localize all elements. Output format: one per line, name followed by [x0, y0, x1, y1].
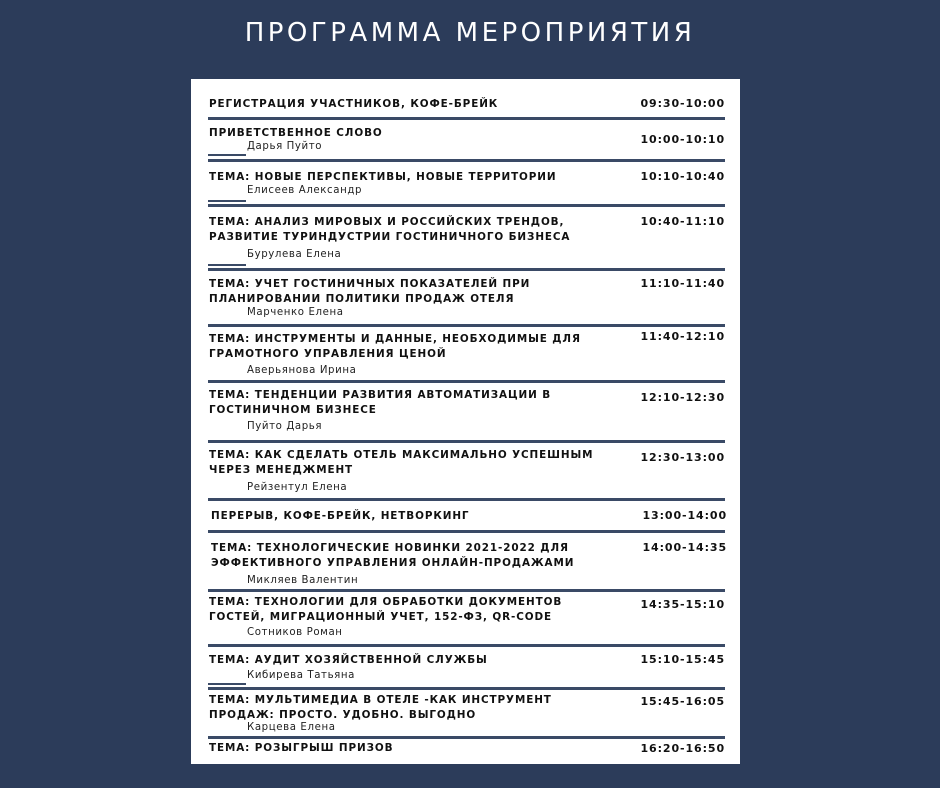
item-topic: ТЕМА: РОЗЫГРЫШ ПРИЗОВ: [209, 742, 394, 754]
item-speaker: Карцева Елена: [247, 722, 336, 733]
item-time: 11:10-11:40: [640, 277, 725, 290]
schedule-sheet: [191, 79, 740, 764]
item-speaker: Елисеев Александр: [247, 185, 363, 196]
item-time: 12:10-12:30: [640, 391, 725, 404]
divider: [208, 117, 725, 120]
item-time: 14:35-15:10: [640, 598, 725, 611]
item-time: 10:40-11:10: [640, 215, 725, 228]
item-topic-line-2: ГОСТЕЙ, МИГРАЦИОННЫЙ УЧЕТ, 152-ФЗ, QR-CODE: [209, 611, 553, 623]
item-speaker: Рейзентул Елена: [247, 482, 348, 493]
item-topic-line-2: ЧЕРЕЗ МЕНЕДЖМЕНТ: [209, 464, 354, 476]
item-time: 15:45-16:05: [640, 695, 725, 708]
item-speaker: Пуйто Дарья: [247, 421, 323, 432]
item-topic: ПРИВЕТСТВЕННОЕ СЛОВО: [209, 127, 383, 139]
item-topic: ТЕМА: ТЕХНОЛОГИЧЕСКИЕ НОВИНКИ 2021-2022 ДЛЯ: [211, 542, 569, 554]
item-topic-line-2: ПРОДАЖ: ПРОСТО. УДОБНО. ВЫГОДНО: [209, 709, 477, 721]
page-title: ПРОГРАММА МЕРОПРИЯТИЯ: [244, 18, 696, 48]
item-topic: ТЕМА: АУДИТ ХОЗЯЙСТВЕННОЙ СЛУЖБЫ: [209, 654, 488, 666]
item-time: 14:00-14:35: [642, 541, 727, 554]
item-topic: ПЕРЕРЫВ, КОФЕ-БРЕЙК, НЕТВОРКИНГ: [211, 510, 470, 522]
divider: [208, 589, 725, 592]
item-topic: ТЕМА: ТЕНДЕНЦИИ РАЗВИТИЯ АВТОМАТИЗАЦИИ В: [209, 389, 552, 401]
item-topic: ТЕМА: НОВЫЕ ПЕРСПЕКТИВЫ, НОВЫЕ ТЕРРИТОРИИ: [209, 171, 557, 183]
divider: [208, 324, 725, 327]
item-topic: ТЕМА: АНАЛИЗ МИРОВЫХ И РОССИЙСКИХ ТРЕНДОВ,: [209, 216, 565, 228]
item-speaker: Марченко Елена: [247, 307, 344, 318]
item-speaker: Аверьянова Ирина: [247, 365, 357, 376]
speaker-underline: [208, 264, 246, 266]
item-speaker: Дарья Пуйто: [247, 141, 323, 152]
item-topic-line-2: ЭФФЕКТИВНОГО УПРАВЛЕНИЯ ОНЛАЙН-ПРОДАЖАМИ: [211, 557, 575, 569]
item-topic: РЕГИСТРАЦИЯ УЧАСТНИКОВ, КОФЕ-БРЕЙК: [209, 98, 499, 110]
divider: [208, 268, 725, 271]
item-speaker: Кибирева Татьяна: [247, 670, 356, 681]
speaker-underline: [208, 200, 246, 202]
item-speaker: Микляев Валентин: [247, 575, 359, 586]
divider: [208, 380, 725, 383]
item-time: 13:00-14:00: [642, 509, 727, 522]
item-time: 09:30-10:00: [640, 97, 725, 110]
item-time: 12:30-13:00: [640, 451, 725, 464]
item-topic-line-2: ГРАМОТНОГО УПРАВЛЕНИЯ ЦЕНОЙ: [209, 348, 447, 360]
speaker-underline: [208, 683, 246, 685]
divider: [208, 530, 725, 533]
item-speaker: Бурулева Елена: [247, 249, 342, 260]
item-topic-line-2: ГОСТИНИЧНОМ БИЗНЕСЕ: [209, 404, 377, 416]
item-topic: ТЕМА: УЧЕТ ГОСТИНИЧНЫХ ПОКАЗАТЕЛЕЙ ПРИ: [209, 278, 531, 290]
speaker-underline: [208, 154, 246, 156]
item-topic-line-2: РАЗВИТИЕ ТУРИНДУСТРИИ ГОСТИНИЧНОГО БИЗНЕСА: [209, 231, 571, 243]
item-time: 15:10-15:45: [640, 653, 725, 666]
divider: [208, 498, 725, 501]
divider: [208, 204, 725, 207]
divider: [208, 159, 725, 162]
item-speaker: Сотников Роман: [247, 627, 343, 638]
divider: [208, 687, 725, 690]
divider: [208, 736, 725, 739]
item-time: 11:40-12:10: [640, 330, 725, 343]
item-topic: ТЕМА: КАК СДЕЛАТЬ ОТЕЛЬ МАКСИМАЛЬНО УСПЕШНЫМ: [209, 449, 594, 461]
item-time: 10:10-10:40: [640, 170, 725, 183]
item-time: 10:00-10:10: [640, 133, 725, 146]
item-time: 16:20-16:50: [640, 742, 725, 755]
divider: [208, 440, 725, 443]
item-topic: ТЕМА: ТЕХНОЛОГИИ ДЛЯ ОБРАБОТКИ ДОКУМЕНТОВ: [209, 596, 563, 608]
item-topic: ТЕМА: МУЛЬТИМЕДИА В ОТЕЛЕ -КАК ИНСТРУМЕНТ: [209, 694, 552, 706]
divider: [208, 644, 725, 647]
item-topic-line-2: ПЛАНИРОВАНИИ ПОЛИТИКИ ПРОДАЖ ОТЕЛЯ: [209, 293, 515, 305]
item-topic: ТЕМА: ИНСТРУМЕНТЫ И ДАННЫЕ, НЕОБХОДИМЫЕ ДЛЯ: [209, 333, 581, 345]
